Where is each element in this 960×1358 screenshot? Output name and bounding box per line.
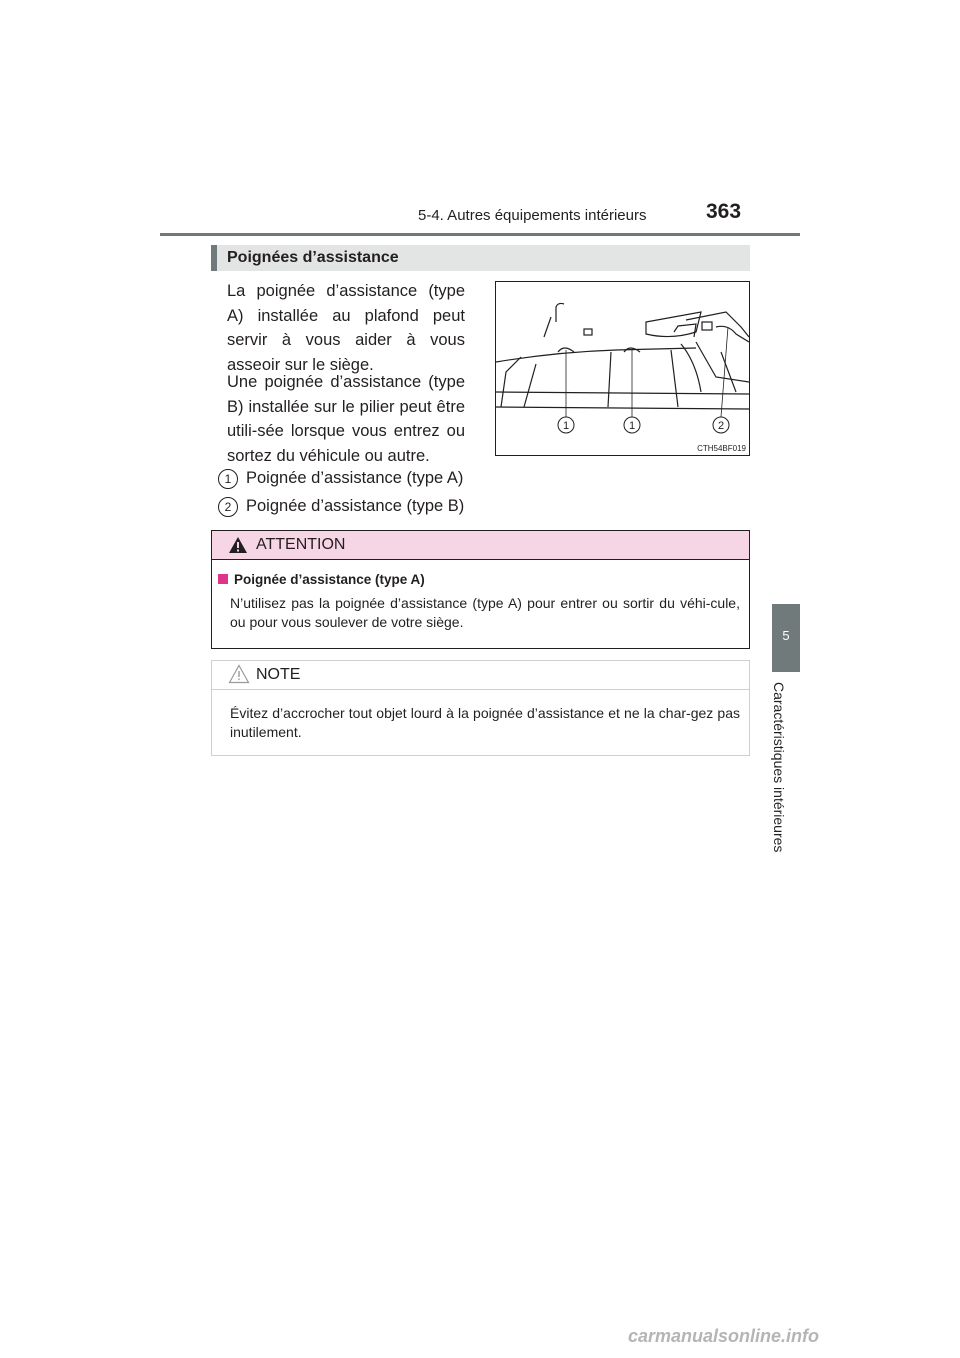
attention-title: ATTENTION [256,536,346,553]
legend-label-2: Poignée d’assistance (type B) [246,497,465,515]
attention-subtitle [218,572,425,587]
body-paragraph-1: La poignée d’assistance (type A) installée au plafond peut servir à vous aider à vous asseoir sur le siège. [227,282,465,374]
figure-callout-label-1a: 1 [562,420,570,432]
legend-number-2: 2 [218,497,238,517]
body-paragraph-2: Une poignée d’assistance (type B) installée sur le pilier peut être utili-sée lorsque vous entrez ou sortez du véhicule ou autre. [227,373,465,465]
note-title: NOTE [256,666,301,683]
figure-code: CTH54BF019 [697,444,746,453]
attention-box [211,530,750,649]
warning-triangle-icon [228,536,248,554]
figure-callout-label-2: 2 [717,420,725,432]
section-heading [211,245,750,271]
chapter-number: 5 [782,628,790,643]
attention-header [212,531,749,560]
legend-label-1: Poignée d’assistance (type A) [246,469,464,487]
caution-outline-icon [228,664,250,684]
vehicle-interior-drawing [496,282,749,455]
square-bullet-icon [218,574,228,584]
figure-callout-label-1b: 1 [628,420,636,432]
chapter-label: Caractéristiques intérieures [771,682,787,853]
running-header-section: 5-4. Autres équipements intérieurs [418,207,647,224]
attention-subtitle-text: Poignée d’assistance (type A) [234,572,425,587]
note-header [212,661,749,690]
section-title: Poignées d’assistance [227,249,399,266]
header-rule [160,233,800,236]
note-text: Évitez d’accrocher tout objet lourd à la poignée d’assistance et ne la char-gez pas inutilement. [230,705,740,740]
note-box [211,660,750,756]
footer-watermark[interactable]: carmanualsonline.info [628,1326,820,1346]
legend-number-1: 1 [218,469,238,489]
assist-grip-illustration [495,281,750,456]
legend-item-1 [218,467,463,489]
legend-item-2 [218,495,464,517]
attention-text: N’utilisez pas la poignée d’assistance (type A) pour entrer ou sortir du véhi-cule, ou pour vous soulever de votre siège. [230,595,740,630]
page-number: 363 [706,200,742,223]
